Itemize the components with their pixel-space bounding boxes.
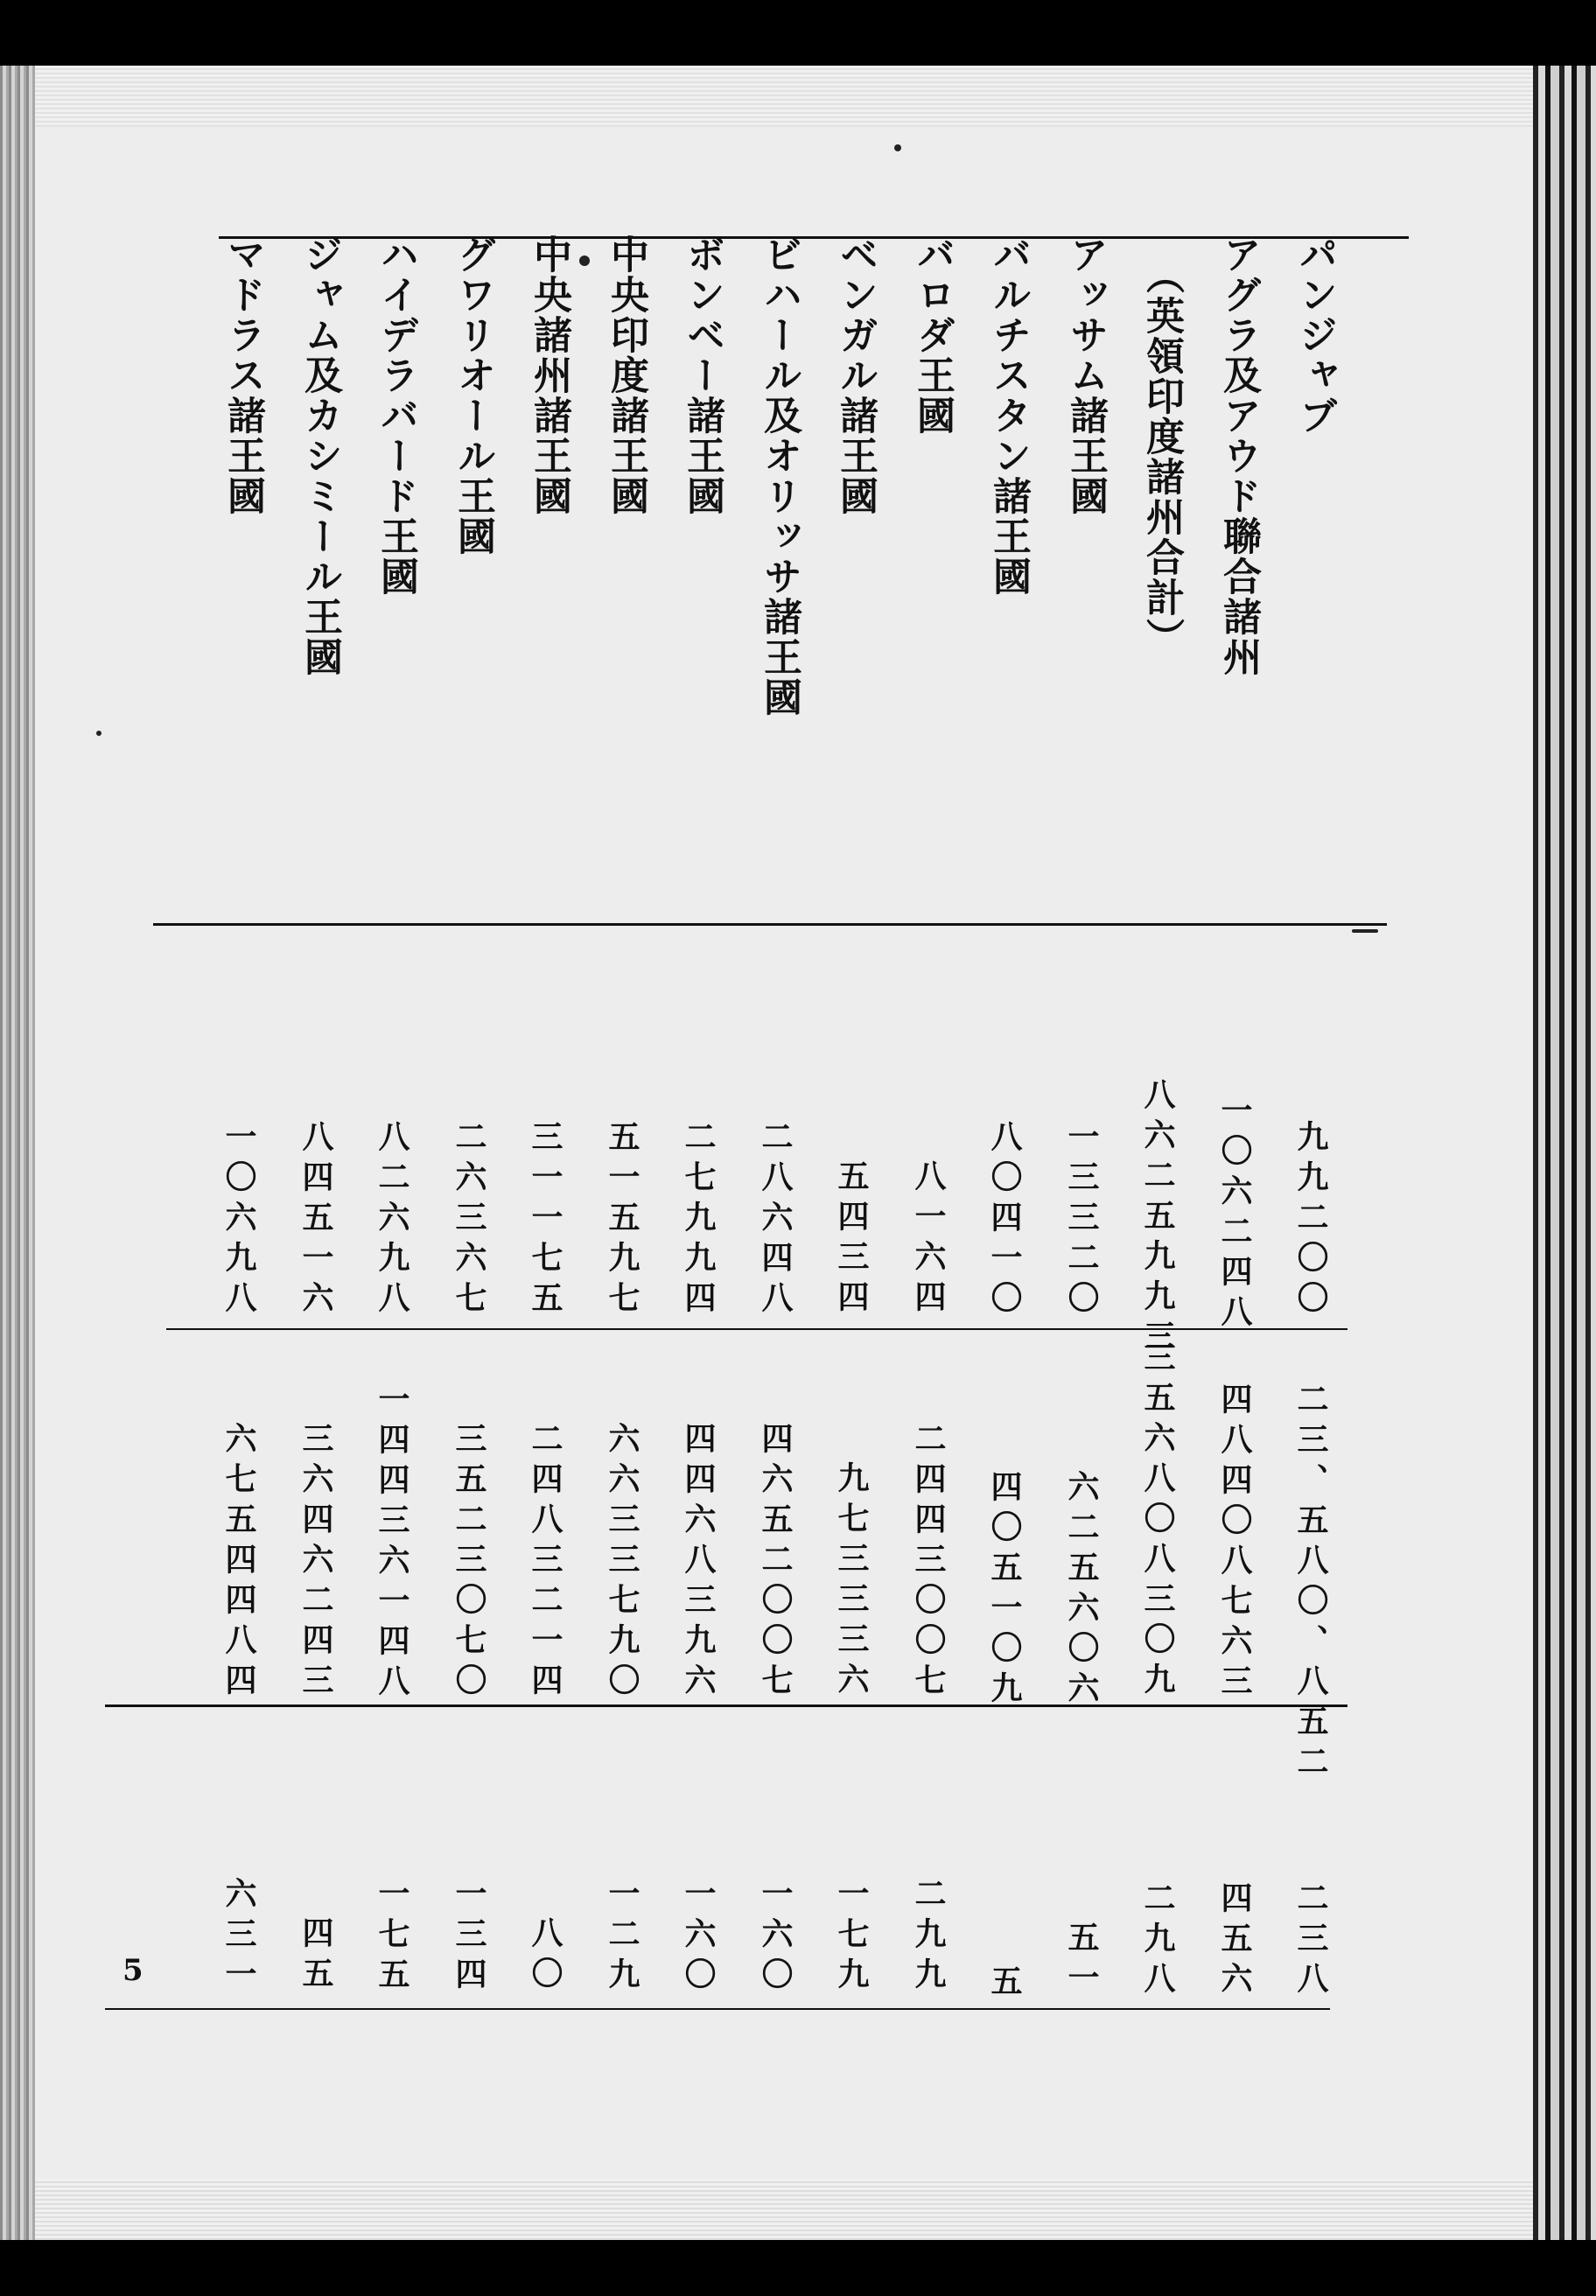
label-central-provinces: 中央諸州諸王國	[527, 234, 571, 516]
density-gwalior: 一三四	[451, 1877, 487, 1998]
population-hyderabad: 一四四三六一四八	[374, 1382, 410, 1704]
population-central-india: 六六三三七九〇	[604, 1422, 640, 1704]
label-bihar-orissa: ビハール及オリッサ諸王國	[757, 234, 802, 718]
label-baluchistan: バルチスタン諸王國	[986, 234, 1031, 597]
population-bombay: 四四六八三九六	[680, 1422, 717, 1704]
population-baluchistan: 四〇五一〇九	[986, 1470, 1023, 1712]
area-baluchistan: 八〇四一〇	[986, 1120, 1023, 1321]
density-baluchistan: 五	[986, 1964, 1023, 2005]
population-section-rule	[105, 1704, 1348, 1707]
density-hyderabad: 一七五	[374, 1877, 410, 1998]
area-agra-oudh: 一〇六二四八	[1216, 1094, 1253, 1335]
label-section-rule	[153, 923, 1387, 926]
label-panjab: パンジャブ	[1292, 234, 1337, 436]
ink-speck	[579, 256, 590, 266]
area-gwalior: 二六三六七	[451, 1120, 487, 1321]
density-bengal: 一七九	[833, 1877, 870, 1998]
area-british-india-total: 八六二五九九三	[1139, 1078, 1176, 1360]
page-number: 5	[122, 1953, 144, 1988]
label-jammu-kashmir: ジャム及カシミール王國	[298, 234, 342, 677]
label-bombay: ボンベー諸王國	[680, 234, 724, 516]
bottom-paper-grain	[35, 2179, 1533, 2240]
population-madras: 六七五四四八四	[220, 1422, 257, 1704]
area-bihar-orissa: 二八六四八	[757, 1120, 794, 1321]
density-british-india-total: 二九八	[1139, 1881, 1176, 2002]
population-assam: 六二五六〇六	[1063, 1470, 1100, 1712]
density-central-india: 一二九	[604, 1877, 640, 1998]
density-section-rule	[105, 2008, 1330, 2010]
area-bombay: 二七九九四	[680, 1120, 717, 1321]
population-british-india-total: 三五六八〇八三〇九	[1139, 1340, 1176, 1703]
right-page-edge	[1533, 66, 1596, 2240]
density-madras: 六三一	[220, 1877, 257, 1998]
area-central-provinces: 三一一七五	[527, 1120, 564, 1321]
population-agra-oudh: 四八四〇八七六三	[1216, 1382, 1253, 1704]
area-central-india: 五一五九七	[604, 1120, 640, 1321]
population-bihar-orissa: 四六五二〇〇七	[757, 1422, 794, 1704]
density-jammu-kashmir: 四五	[298, 1916, 334, 1997]
population-gwalior: 三五二三〇七〇	[451, 1422, 487, 1704]
area-bengal: 五四三四	[833, 1159, 870, 1320]
area-baroda: 八一六四	[910, 1159, 947, 1320]
label-hyderabad: ハイデラバード王國	[374, 234, 418, 597]
label-bengal: ベンガル諸王國	[833, 234, 878, 516]
area-jammu-kashmir: 八四五一六	[298, 1120, 334, 1321]
label-central-india: 中央印度諸王國	[604, 234, 648, 516]
ink-speck	[96, 731, 102, 736]
density-agra-oudh: 四五六	[1216, 1881, 1253, 2002]
population-jammu-kashmir: 三六四六二四三	[298, 1422, 334, 1704]
area-madras: 一〇六九八	[220, 1120, 257, 1321]
label-british-india-total: （英領印度諸州合計）	[1139, 256, 1184, 658]
density-baroda: 二九九	[910, 1877, 947, 1998]
density-assam: 五一	[1063, 1921, 1100, 2001]
density-panjab: 二三八	[1292, 1881, 1329, 2002]
label-agra-oudh: アグラ及アウド聯合諸州	[1216, 234, 1261, 677]
area-hyderabad: 八二六九八	[374, 1120, 410, 1321]
label-madras: マドラス諸王國	[220, 234, 265, 516]
label-gwalior: グワリオール王國	[451, 234, 495, 556]
top-paper-grain	[35, 66, 1533, 127]
density-bihar-orissa: 一六〇	[757, 1877, 794, 1998]
population-baroda: 二四四三〇〇七	[910, 1422, 947, 1704]
area-panjab: 九九二〇〇	[1292, 1120, 1329, 1321]
ink-speck	[1352, 929, 1378, 933]
density-bombay: 一六〇	[680, 1877, 717, 1998]
label-assam: アッサム諸王國	[1063, 234, 1108, 516]
density-central-provinces: 八〇	[527, 1916, 564, 1997]
label-baroda: バロダ王國	[910, 234, 955, 436]
population-bengal: 九七三三三六	[833, 1461, 870, 1703]
population-panjab: 二三、五八〇、八五二	[1292, 1382, 1329, 1785]
left-page-edge	[0, 66, 35, 2240]
area-assam: 一三三二〇	[1063, 1120, 1100, 1321]
population-central-provinces: 二四八三二一四	[527, 1422, 564, 1704]
ink-speck	[894, 144, 901, 151]
